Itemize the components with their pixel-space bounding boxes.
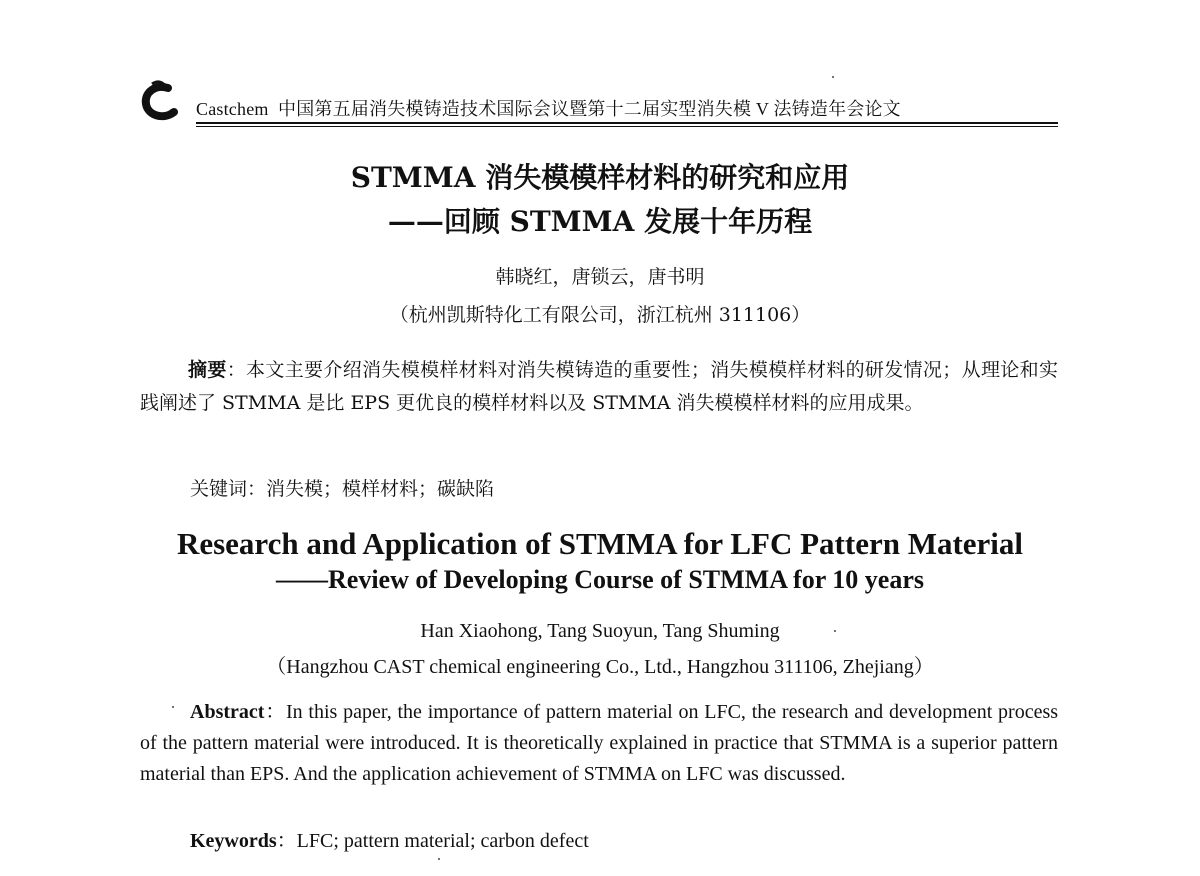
keywords-en [190, 824, 589, 853]
title-cn-line2: ——回顾 STMMA 发展十年历程 [387, 205, 813, 238]
abstract-cn-text: 本文主要介绍消失模模样材料对消失模铸造的重要性；消失模模样材料的研发情况；从理论和实践阐述了 STMMA 是比 EPS 更优良的模样材料以及 STMMA 消失模模样材料的应用成果。 [140, 359, 1058, 414]
keywords-cn-text: 消失模；模样材料；碳缺陷 [266, 478, 495, 500]
scan-speck [832, 76, 834, 78]
header-rule [196, 122, 1058, 124]
title-en-line1: Research and Application of STMMA for LFC Pattern Material [176, 526, 1024, 561]
title-en-line2: ——Review of Developing Course of STMMA for 10 years [276, 565, 924, 594]
scan-speck [438, 858, 440, 860]
abstract-en-text: In this paper, the importance of pattern material on LFC, the research and development process of the pattern material were introduced. It is theoretically explained in practice that STMMA is a superior pattern material than EPS. And the application achievement of STMMA on LFC was discussed. [140, 701, 1059, 785]
abstract-en-label: Abstract [190, 701, 265, 723]
keywords-en-label: Keywords [190, 830, 277, 852]
header-line [196, 95, 901, 121]
keywords-cn-label: 关键词 [190, 478, 248, 500]
keywords-cn [190, 474, 494, 501]
running-header [138, 78, 1058, 128]
abstract-cn-sep: ： [226, 359, 247, 381]
header-rule-thin [196, 126, 1058, 127]
keywords-en-sep: ： [276, 830, 297, 852]
affiliation-cn: （杭州凯斯特化工有限公司，浙江杭州 311106） [389, 304, 811, 326]
keywords-cn-sep: ： [247, 478, 267, 500]
keywords-en-text: LFC; pattern material; carbon defect [296, 830, 589, 852]
abstract-cn-label: 摘要 [188, 359, 227, 381]
affiliation-en: （Hangzhou CAST chemical engineering Co., Ltd., Hangzhou 311106, Zhejiang） [266, 656, 934, 678]
abstract-en [140, 697, 1058, 790]
abstract-cn [140, 354, 1058, 420]
authors-cn: 韩晓红，唐锁云，唐书明 [495, 266, 705, 288]
abstract-en-sep: ： [264, 701, 286, 723]
castchem-logo-icon [138, 78, 186, 124]
title-cn-line1: STMMA 消失模模样材料的研究和应用 [350, 161, 850, 194]
logo-text: Castchem [196, 99, 269, 119]
conference-title: 中国第五届消失模铸造技术国际会议暨第十二届实型消失模 V 法铸造年会论文 [278, 99, 901, 119]
authors-en: Han Xiaohong, Tang Suoyun, Tang Shuming [420, 620, 780, 642]
scan-speck [172, 706, 174, 708]
scan-speck [834, 630, 836, 632]
